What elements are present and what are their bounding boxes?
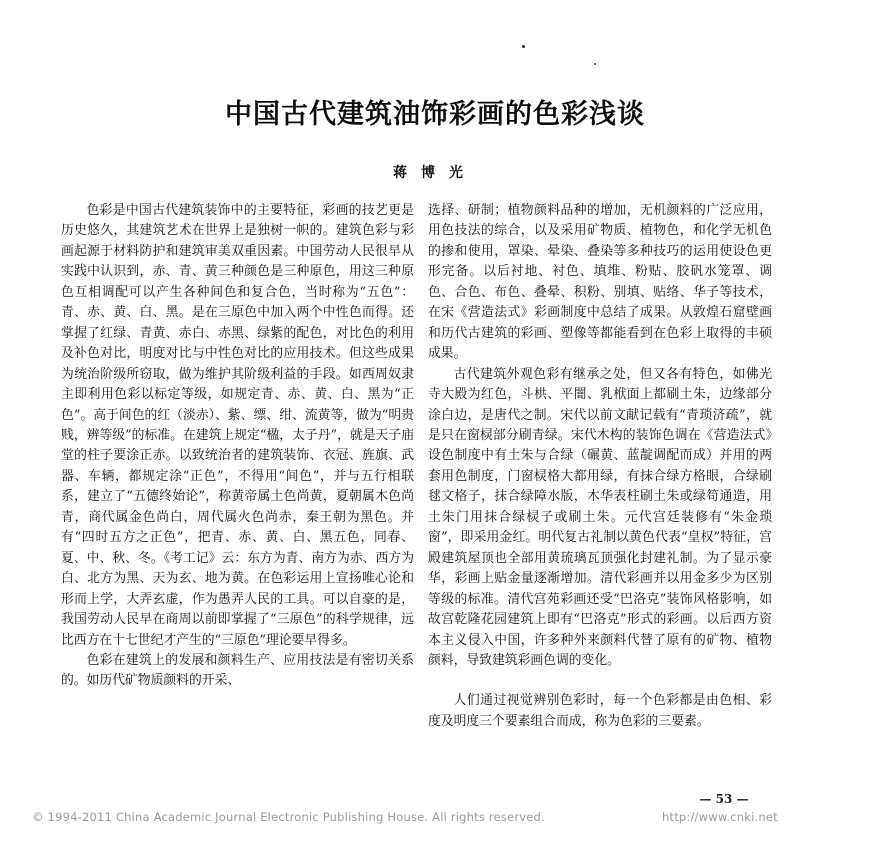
paragraph: 选择、研制；植物颜料品种的增加，无机颜料的广泛应用，用色技法的综合，以及采用矿物质、植物色，和化学无机色的掺和使用，罩染、晕染、叠染等多种技巧的运用使设色更形完备。以后衬地、衬色、填堆、粉贴、胶矾水笼罩、调色、合色、布色、叠晕、积粉、别填、贴络、华子等技术，在宋《营造法式》彩画制度中总结了成果。从敦煌石窟壁画和历代古建筑的彩画、塑像等都能看到在色彩上取得的丰硕成果。 (428, 203, 772, 362)
footer-url: http://www.cnki.net (662, 810, 778, 824)
body-column-left (61, 201, 414, 801)
paragraph: 古代建筑外观色彩有继承之处，但又各有特色，如佛光寺大殿为红色，斗栱、平闇、乳栿面上都刷土朱，边缘部分涂白边，是唐代之制。宋代以前文献记载有“青琐济疏”，就是只在窗棂部分刷青绿。宋代木构的装饰色调在《营造法式》设色制度中有土朱与合绿（碾黄、蓝靛调配而成）并用的两套用色制度，门窗棂格大都用绿，有抹合绿方格眼，合绿刷毬文格子，抹合绿障水版，木华表柱刷土朱或绿笱通造，用土朱门用抹合绿棂子或刷土朱。元代宫廷装修有“朱金琐窗”，即采用金红。明代复古礼制以黄色代表“皇权”特征，宫殿建筑屋顶也全部用黄琉璃瓦顶强化封建礼制。为了显示豪华，彩画上贴金量逐渐增加。清代彩画并以用金多少为区别等级的标准。清代宫苑彩画还受“巴洛克”装饰风格影响，如故宫乾隆花园建筑上即有“巴洛克”形式的彩画。以后西方资本主义侵入中国，许多种外来颜料代替了原有的矿物、植物颜料，导致建筑彩画色调的变化。 (428, 366, 772, 668)
article-title: 中国古代建筑油饰彩画的色彩浅谈 (225, 99, 645, 130)
article-author: 蒋博光 (393, 165, 477, 181)
copyright-footer (32, 810, 852, 824)
scan-speck (522, 45, 525, 48)
copyright-text: © 1994-2011 China Academic Journal Electronic Publishing House. All rights reserved. (32, 810, 545, 824)
paragraph: 色彩在建筑上的发展和颜料生产、应用技法是有密切关系的。如历代矿物质颜料的开采、 (61, 652, 414, 689)
paragraph: 色彩是中国古代建筑装饰中的主要特征，彩画的技艺更是历史悠久，其建筑艺术在世界上是独树一帜的。建筑色彩与彩画起源于材料防护和建筑审美双重因素。中国劳动人民很早从实践中认识到，赤、青、黄三种颜色是三种原色，用这三种原色互相调配可以产生各种间色和复合色，当时称为“五色”：青、赤、黄、白、黑。是在三原色中加入两个中性色而得。还掌握了红绿、青黄、赤白、赤黑、绿紫的配色，对比色的利用及补色对比，明度对比与中性色对比的应用技术。但这些成果为统治阶级所窃取，做为维护其阶级利益的手段。如西周奴隶主即利用色彩以标定等级，如规定青、赤、黄、白、黑为“正色”。高于间色的红（淡赤）、紫、缥、绀、流黄等，做为“明贵贱，辨等级”的标准。在建筑上规定“楹，太子丹”，就是天子庙堂的柱子要涂正赤。以致统治者的建筑装饰、衣冠、旌旗、武器、车辆，都规定涂“正色”，不得用“间色”，并与五行相联系，建立了“五德终始论”，称黄帝属土色尚黄，夏朝属木色尚青，商代属金色尚白，周代属火色尚赤，秦王朝为黑色。并有“四时五方之正色”，把青、赤、黄、白、黑五色，同春、夏、中、秋、冬。《考工记》云：东方为青、南方为赤、西方为白、北方为黑、天为玄、地为黄。在色彩运用上宣扬唯心论和形而上学，大弄玄虚，作为愚弄人民的工具。可以自豪的是，我国劳动人民早在商周以前即掌握了“三原色”的科学规律，远比西方在十七世纪才产生的“三原色”理论要早得多。 (61, 203, 414, 648)
scan-speck (594, 63, 596, 65)
body-column-right (428, 201, 772, 801)
paragraph: 人们通过视觉辨别色彩时，每一个色彩都是由色相、彩度及明度三个要素组合而成，称为色彩的三要素。 (428, 693, 772, 729)
page-number: — 53 — (699, 792, 749, 806)
